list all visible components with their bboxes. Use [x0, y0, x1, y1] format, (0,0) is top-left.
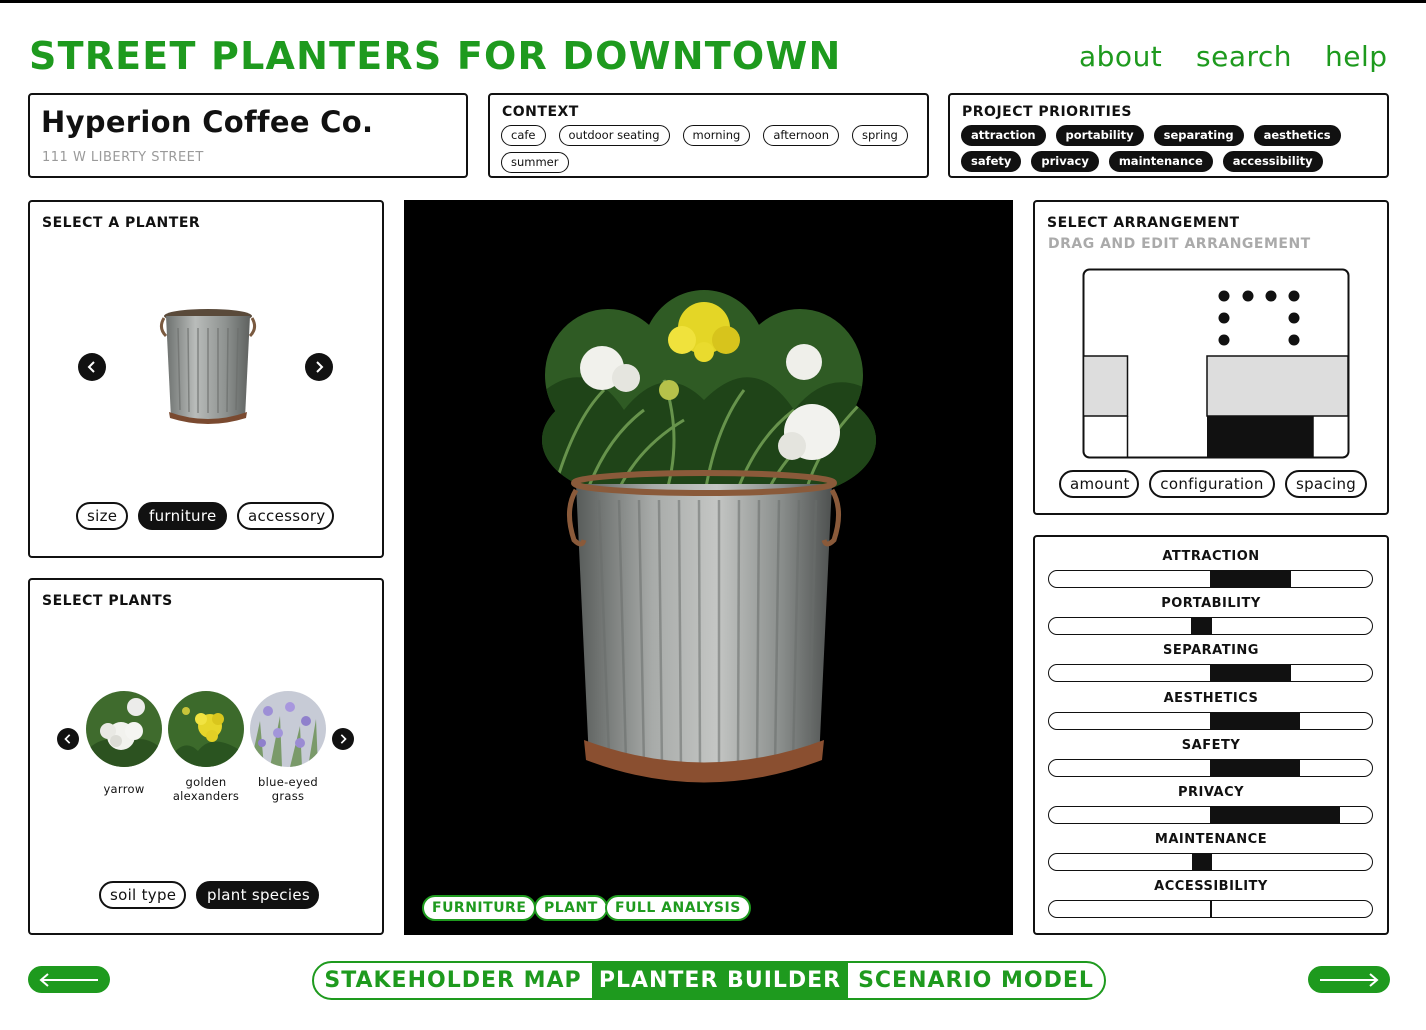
metric-midline — [1210, 617, 1212, 635]
context-tag-spring[interactable]: spring — [852, 125, 908, 146]
business-address: 111 W LIBERTY STREET — [42, 150, 204, 165]
metric-slider-safety[interactable] — [1048, 759, 1373, 777]
metric-midline — [1210, 806, 1212, 824]
metric-midline — [1210, 664, 1212, 682]
context-label: CONTEXT — [502, 104, 579, 120]
metric-slider-attraction[interactable] — [1048, 570, 1373, 588]
nav-about-link[interactable]: about — [1079, 40, 1163, 73]
context-tags — [501, 125, 919, 173]
metric-midline — [1210, 853, 1212, 871]
plants-next-button[interactable] — [332, 728, 354, 750]
plant-yarrow-thumbnail[interactable] — [86, 691, 162, 767]
metric-midline — [1210, 759, 1212, 777]
plants-panel — [28, 578, 384, 935]
metric-label-separating: SEPARATING — [1163, 643, 1259, 659]
plant-name-yarrow: yarrow — [103, 782, 145, 796]
app-title: STREET PLANTERS FOR DOWNTOWN — [29, 34, 842, 78]
priority-tag-safety[interactable]: safety — [961, 151, 1021, 172]
planter-3d-viewer[interactable] — [404, 200, 1013, 935]
business-name: Hyperion Coffee Co. — [41, 105, 374, 139]
plant-name-golden-alexanders: golden alexanders — [172, 775, 240, 803]
arrangement-option-configuration[interactable]: configuration — [1149, 470, 1275, 498]
priority-tag-privacy[interactable]: privacy — [1031, 151, 1098, 172]
metric-fill-portability — [1191, 618, 1210, 634]
metric-slider-privacy[interactable] — [1048, 806, 1373, 824]
metric-slider-aesthetics[interactable] — [1048, 712, 1373, 730]
plants-panel-label: SELECT PLANTS — [42, 593, 173, 609]
priorities-label: PROJECT PRIORITIES — [962, 104, 1132, 120]
metric-midline — [1210, 570, 1212, 588]
plant-blue-eyed-grass-thumbnail[interactable] — [250, 691, 326, 767]
planter-option-size[interactable]: size — [76, 502, 128, 530]
metric-label-attraction: ATTRACTION — [1162, 549, 1260, 564]
planter-next-button[interactable] — [305, 353, 333, 381]
priorities-panel — [948, 93, 1389, 178]
metric-fill-safety — [1210, 760, 1300, 776]
arrow-left-icon — [38, 973, 100, 987]
metric-fill-maintenance — [1192, 854, 1210, 870]
view-full-analysis-button[interactable]: FULL ANALYSIS — [605, 895, 751, 921]
arrangement-sublabel: DRAG AND EDIT ARRANGEMENT — [1048, 236, 1311, 252]
metric-midline — [1210, 712, 1212, 730]
context-tag-cafe[interactable]: cafe — [501, 125, 546, 146]
metric-slider-portability[interactable] — [1048, 617, 1373, 635]
priority-tag-aesthetics[interactable]: aesthetics — [1254, 125, 1341, 146]
chevron-left-icon — [63, 734, 73, 744]
view-furniture-button[interactable]: FURNITURE — [422, 895, 536, 921]
business-card — [28, 93, 468, 178]
nav-help-link[interactable]: help — [1325, 40, 1388, 73]
arrangement-option-spacing[interactable]: spacing — [1285, 470, 1367, 498]
plant-golden-alexanders-thumbnail[interactable] — [168, 691, 244, 767]
view-plant-button[interactable]: PLANT — [534, 895, 608, 921]
top-border — [0, 0, 1426, 3]
metric-fill-privacy — [1210, 807, 1340, 823]
tab-planter-builder[interactable]: PLANTER BUILDER — [592, 963, 848, 998]
tab-stakeholder-map[interactable]: STAKEHOLDER MAP — [324, 968, 582, 993]
priority-tags — [961, 125, 1379, 172]
context-tag-morning[interactable]: morning — [683, 125, 751, 146]
planter-prev-button[interactable] — [78, 353, 106, 381]
metric-label-portability: PORTABILITY — [1161, 596, 1261, 612]
metric-label-maintenance: MAINTENANCE — [1154, 832, 1268, 848]
arrangement-option-amount[interactable]: amount — [1059, 470, 1139, 498]
metric-label-accessibility: ACCESSIBILITY — [1154, 879, 1268, 895]
metric-slider-separating[interactable] — [1048, 664, 1373, 682]
planter-option-furniture[interactable]: furniture — [138, 502, 227, 530]
metric-label-aesthetics: AESTHETICS — [1163, 690, 1259, 706]
prev-page-button[interactable] — [28, 966, 110, 993]
bottom-nav — [312, 961, 1106, 1000]
next-page-button[interactable] — [1308, 966, 1390, 993]
priority-tag-accessibility[interactable]: accessibility — [1223, 151, 1323, 172]
metric-slider-maintenance[interactable] — [1048, 853, 1373, 871]
plants-option-plant-species[interactable]: plant species — [196, 881, 319, 909]
context-tag-afternoon[interactable]: afternoon — [763, 125, 839, 146]
chevron-right-icon — [338, 734, 348, 744]
planter-panel-label: SELECT A PLANTER — [42, 215, 201, 231]
metric-midline — [1210, 900, 1212, 918]
context-tag-outdoor-seating[interactable]: outdoor seating — [559, 125, 670, 146]
planter-thumbnail[interactable] — [158, 306, 258, 428]
metric-slider-accessibility[interactable] — [1048, 900, 1373, 918]
planter-option-accessory[interactable]: accessory — [237, 502, 334, 530]
plants-option-soil-type[interactable]: soil type — [99, 881, 186, 909]
priority-tag-portability[interactable]: portability — [1056, 125, 1144, 146]
arrangement-canvas[interactable] — [1082, 268, 1352, 460]
analysis-panel — [1033, 535, 1389, 935]
nav-search-link[interactable]: search — [1196, 40, 1293, 73]
metric-fill-aesthetics — [1210, 713, 1300, 729]
metric-fill-attraction — [1210, 571, 1291, 587]
planter-panel — [28, 200, 384, 558]
metric-label-safety: SAFETY — [1181, 737, 1241, 753]
metric-fill-separating — [1210, 665, 1291, 681]
priority-tag-maintenance[interactable]: maintenance — [1109, 151, 1213, 172]
plant-name-blue-eyed-grass: blue-eyed grass — [258, 775, 318, 803]
metric-label-privacy: PRIVACY — [1177, 785, 1245, 800]
chevron-right-icon — [313, 361, 325, 373]
chevron-left-icon — [86, 361, 98, 373]
priority-tag-separating[interactable]: separating — [1154, 125, 1244, 146]
context-panel — [488, 93, 929, 178]
priority-tag-attraction[interactable]: attraction — [961, 125, 1046, 146]
tab-scenario-model[interactable]: SCENARIO MODEL — [858, 968, 1094, 993]
arrangement-panel — [1033, 200, 1389, 515]
context-tag-summer[interactable]: summer — [501, 152, 569, 173]
plants-prev-button[interactable] — [57, 728, 79, 750]
planter-render — [404, 200, 1013, 935]
arrow-right-icon — [1318, 973, 1380, 987]
arrangement-label: SELECT ARRANGEMENT — [1047, 215, 1240, 231]
